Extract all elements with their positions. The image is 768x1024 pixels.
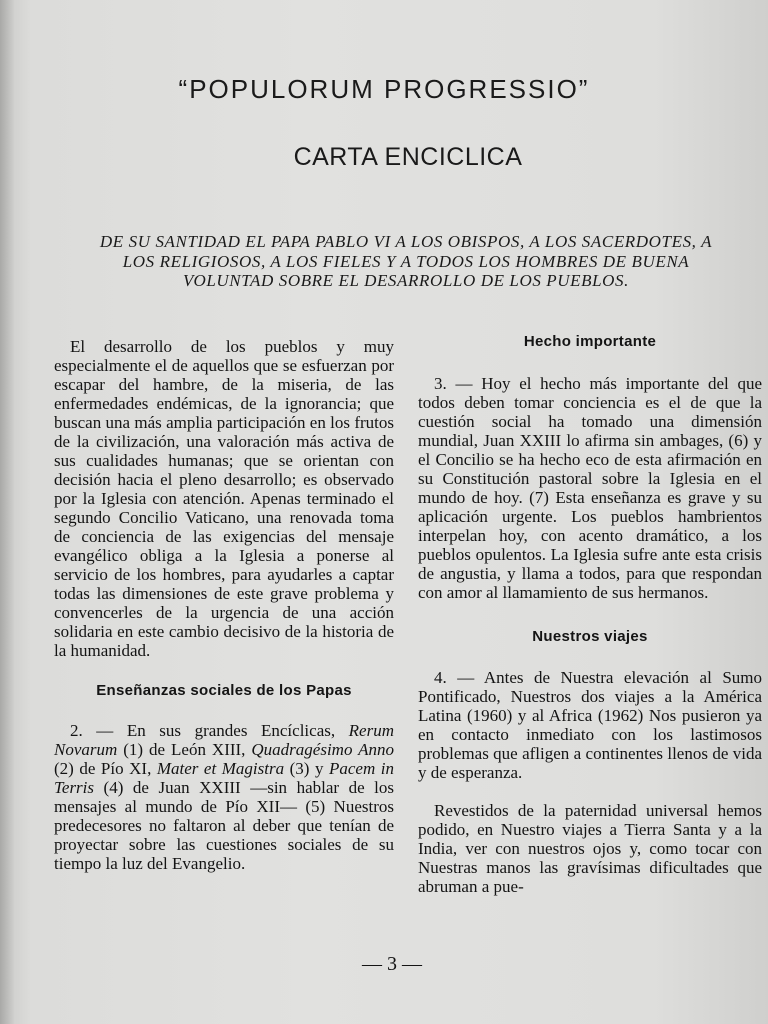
- page-number: — 3 —: [362, 953, 422, 975]
- paragraph-1: El desarrollo de los pueblos y muy especialmente el de aquellos que se esfuerzan por escapar del hambre, de la miseria, de las enfermedades endémicas, de la ignorancia; que buscan una más amplia participación en los frutos de la civilización, una valoración más activa de sus cualidades humanas; que se orientan con decisión hacia el pleno desarrollo; es observado por la Iglesia con atención. Apenas terminado el segundo Concilio Vaticano, una renovada toma de conciencia de las exigencias del mensaje evangélico obliga a la Iglesia a ponerse al servicio de los hombres, para ayudarles a captar todas las dimensiones de este grave problema y convencerles de la urgencia de una acción solidaria en este cambio decisivo de la historia de la humanidad.: [54, 337, 394, 660]
- dedication: DE SU SANTIDAD EL PAPA PABLO VI A LOS OBISPOS, A LOS SACERDOTES, A LOS RELIGIOSOS, A LOS FIELES Y A TODOS LOS HOMBRES DE BUENA VOLUNTAD SOBRE EL DESARROLLO DE LOS PUEBLOS.: [99, 232, 713, 290]
- section-heading-ensenanzas: Enseñanzas sociales de los Papas: [96, 682, 352, 699]
- paragraph-4: 4. — Antes de Nuestra elevación al Sumo Pontificado, Nuestros dos viajes a la América Latina (1960) y al Africa (1962) Nos pusieron ya en contacto inmediato con los lastimosos problemas que afligen a continentes llenos de vida y de esperanza.: [418, 668, 762, 782]
- left-column: [54, 337, 394, 873]
- section-heading-viajes: Nuestros viajes: [532, 628, 648, 645]
- paragraph-3: 3. — Hoy el hecho más importante del que todos deben tomar conciencia es el de que la cuestión social ha tomado una dimensión mundial, Juan XXIII lo afirma sin ambages, (6) y el Concilio se ha hecho eco de esta afirmación en su Constitución pastoral sobre la Iglesia en el mundo de hoy. (7) Esta enseñanza es grave y su aplicación urgente. Los pueblos hambrientos interpelan hoy, con acento dramático, a los pueblos opulentos. La Iglesia sufre ante esta crisis de angustia, y llama a todos, para que respondan con amor al llamamiento de sus hermanos.: [418, 374, 762, 602]
- paragraph-2: 2. — En sus grandes Encíclicas, Rerum Novarum (1) de León XIII, Quadragésimo Anno (2) de Pío XI, Mater et Magistra (3) y Pacem in Terris (4) de Juan XXIII —sin hablar de los mensajes al mundo de Pío XII— (5) Nuestros predecesores no faltaron al deber que tenían de proyectar sobre las cuestiones sociales de su tiempo la luz del Evangelio.: [54, 721, 395, 873]
- document-subtitle: CARTA ENCICLICA: [293, 143, 523, 171]
- right-column: [418, 332, 762, 896]
- document-title: “POPULORUM PROGRESSIO”: [178, 74, 590, 104]
- section-heading-hecho: Hecho importante: [523, 333, 657, 350]
- paragraph-5: Revestidos de la paternidad universal hemos podido, en Nuestro viajes a Tierra Santa y a la India, ver con nuestros ojos y, como tocar con Nuestras manos las gravísimas dificultades que abruman a pue-: [418, 801, 762, 896]
